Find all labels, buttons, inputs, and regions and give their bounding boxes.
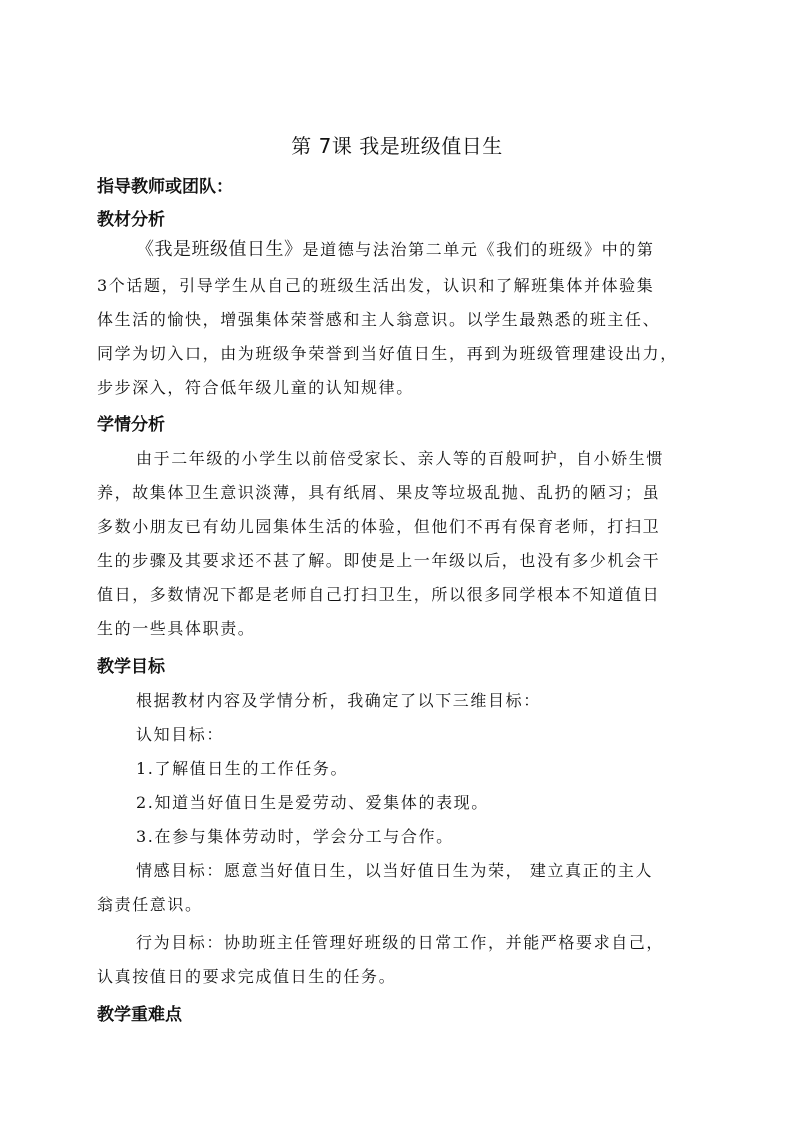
cognitive-goal-item-2: 2.知道当好值日生是爱劳动、爱集体的表现。 (136, 793, 489, 812)
learner-paragraph-line-4: 生的步骤及其要求还不甚了解。即使是上一年级以后，也没有多少机会干 (97, 551, 661, 570)
emotion-goal-line-2: 翁责任意识。 (97, 895, 203, 914)
material-paragraph-line-3: 体生活的愉快，增强集体荣誉感和主人翁意识。以学生最熟悉的班主任、 (97, 310, 661, 329)
teaching-goals-heading: 教学目标 (97, 657, 165, 677)
cognitive-goal-item-1: 1.了解值日生的工作任务。 (136, 759, 349, 778)
cognitive-goal-item-3: 3.在参与集体劳动时，学会分工与合作。 (136, 827, 454, 846)
behavior-goal-line-2: 认真按值日的要求完成值日生的任务。 (97, 967, 397, 986)
emotion-goal-line-1: 情感目标：愿意当好值日生，以当好值日生为荣， 建立真正的主人 (136, 861, 654, 880)
material-paragraph-line-4: 同学为切入口，由为班级争荣誉到当好值日生，再到为班级管理建设出力， (97, 344, 678, 363)
behavior-goal-line-1: 行为目标：协助班主任管理好班级的日常工作，并能严格要求自己， (136, 933, 665, 952)
learner-paragraph-line-2: 养，故集体卫生意识淡薄，具有纸屑、果皮等垃圾乱抛、乱扔的陋习；虽 (97, 483, 661, 502)
key-difficult-points-heading: 教学重难点 (97, 1005, 182, 1025)
goals-intro: 根据教材内容及学情分析，我确定了以下三维目标： (136, 691, 541, 710)
learner-paragraph-line-5: 值日，多数情况下都是老师自己打扫卫生，所以很多同学根本不知道值日 (97, 585, 661, 604)
learner-analysis-heading: 学情分析 (97, 415, 165, 435)
material-analysis-heading: 教材分析 (97, 210, 165, 230)
teacher-label: 指导教师或团队： (97, 177, 233, 197)
material-paragraph-line-1 (136, 235, 736, 261)
cognitive-goal-label: 认知目标： (136, 725, 225, 744)
material-line-1-text: 是道德与法治第二单元《我们的班级》中的第 (302, 240, 655, 259)
material-paragraph-line-5: 步步深入，符合低年级儿童的认知规律。 (97, 378, 414, 397)
book-title: 《我是班级值日生》 (136, 239, 303, 260)
page-title: 第 7课 我是班级值日生 (291, 134, 503, 158)
learner-paragraph-line-1: 由于二年级的小学生以前倍受家长、亲人等的百般呵护，自小娇生惯 (136, 449, 665, 468)
material-paragraph-line-2: 3个话题，引导学生从自己的班级生活出发，认识和了解班集体并体验集 (97, 276, 655, 295)
learner-paragraph-line-6: 生的一些具体职责。 (97, 619, 256, 638)
learner-paragraph-line-3: 多数小朋友已有幼儿园集体生活的体验，但他们不再有保育老师，打扫卫 (97, 517, 661, 536)
